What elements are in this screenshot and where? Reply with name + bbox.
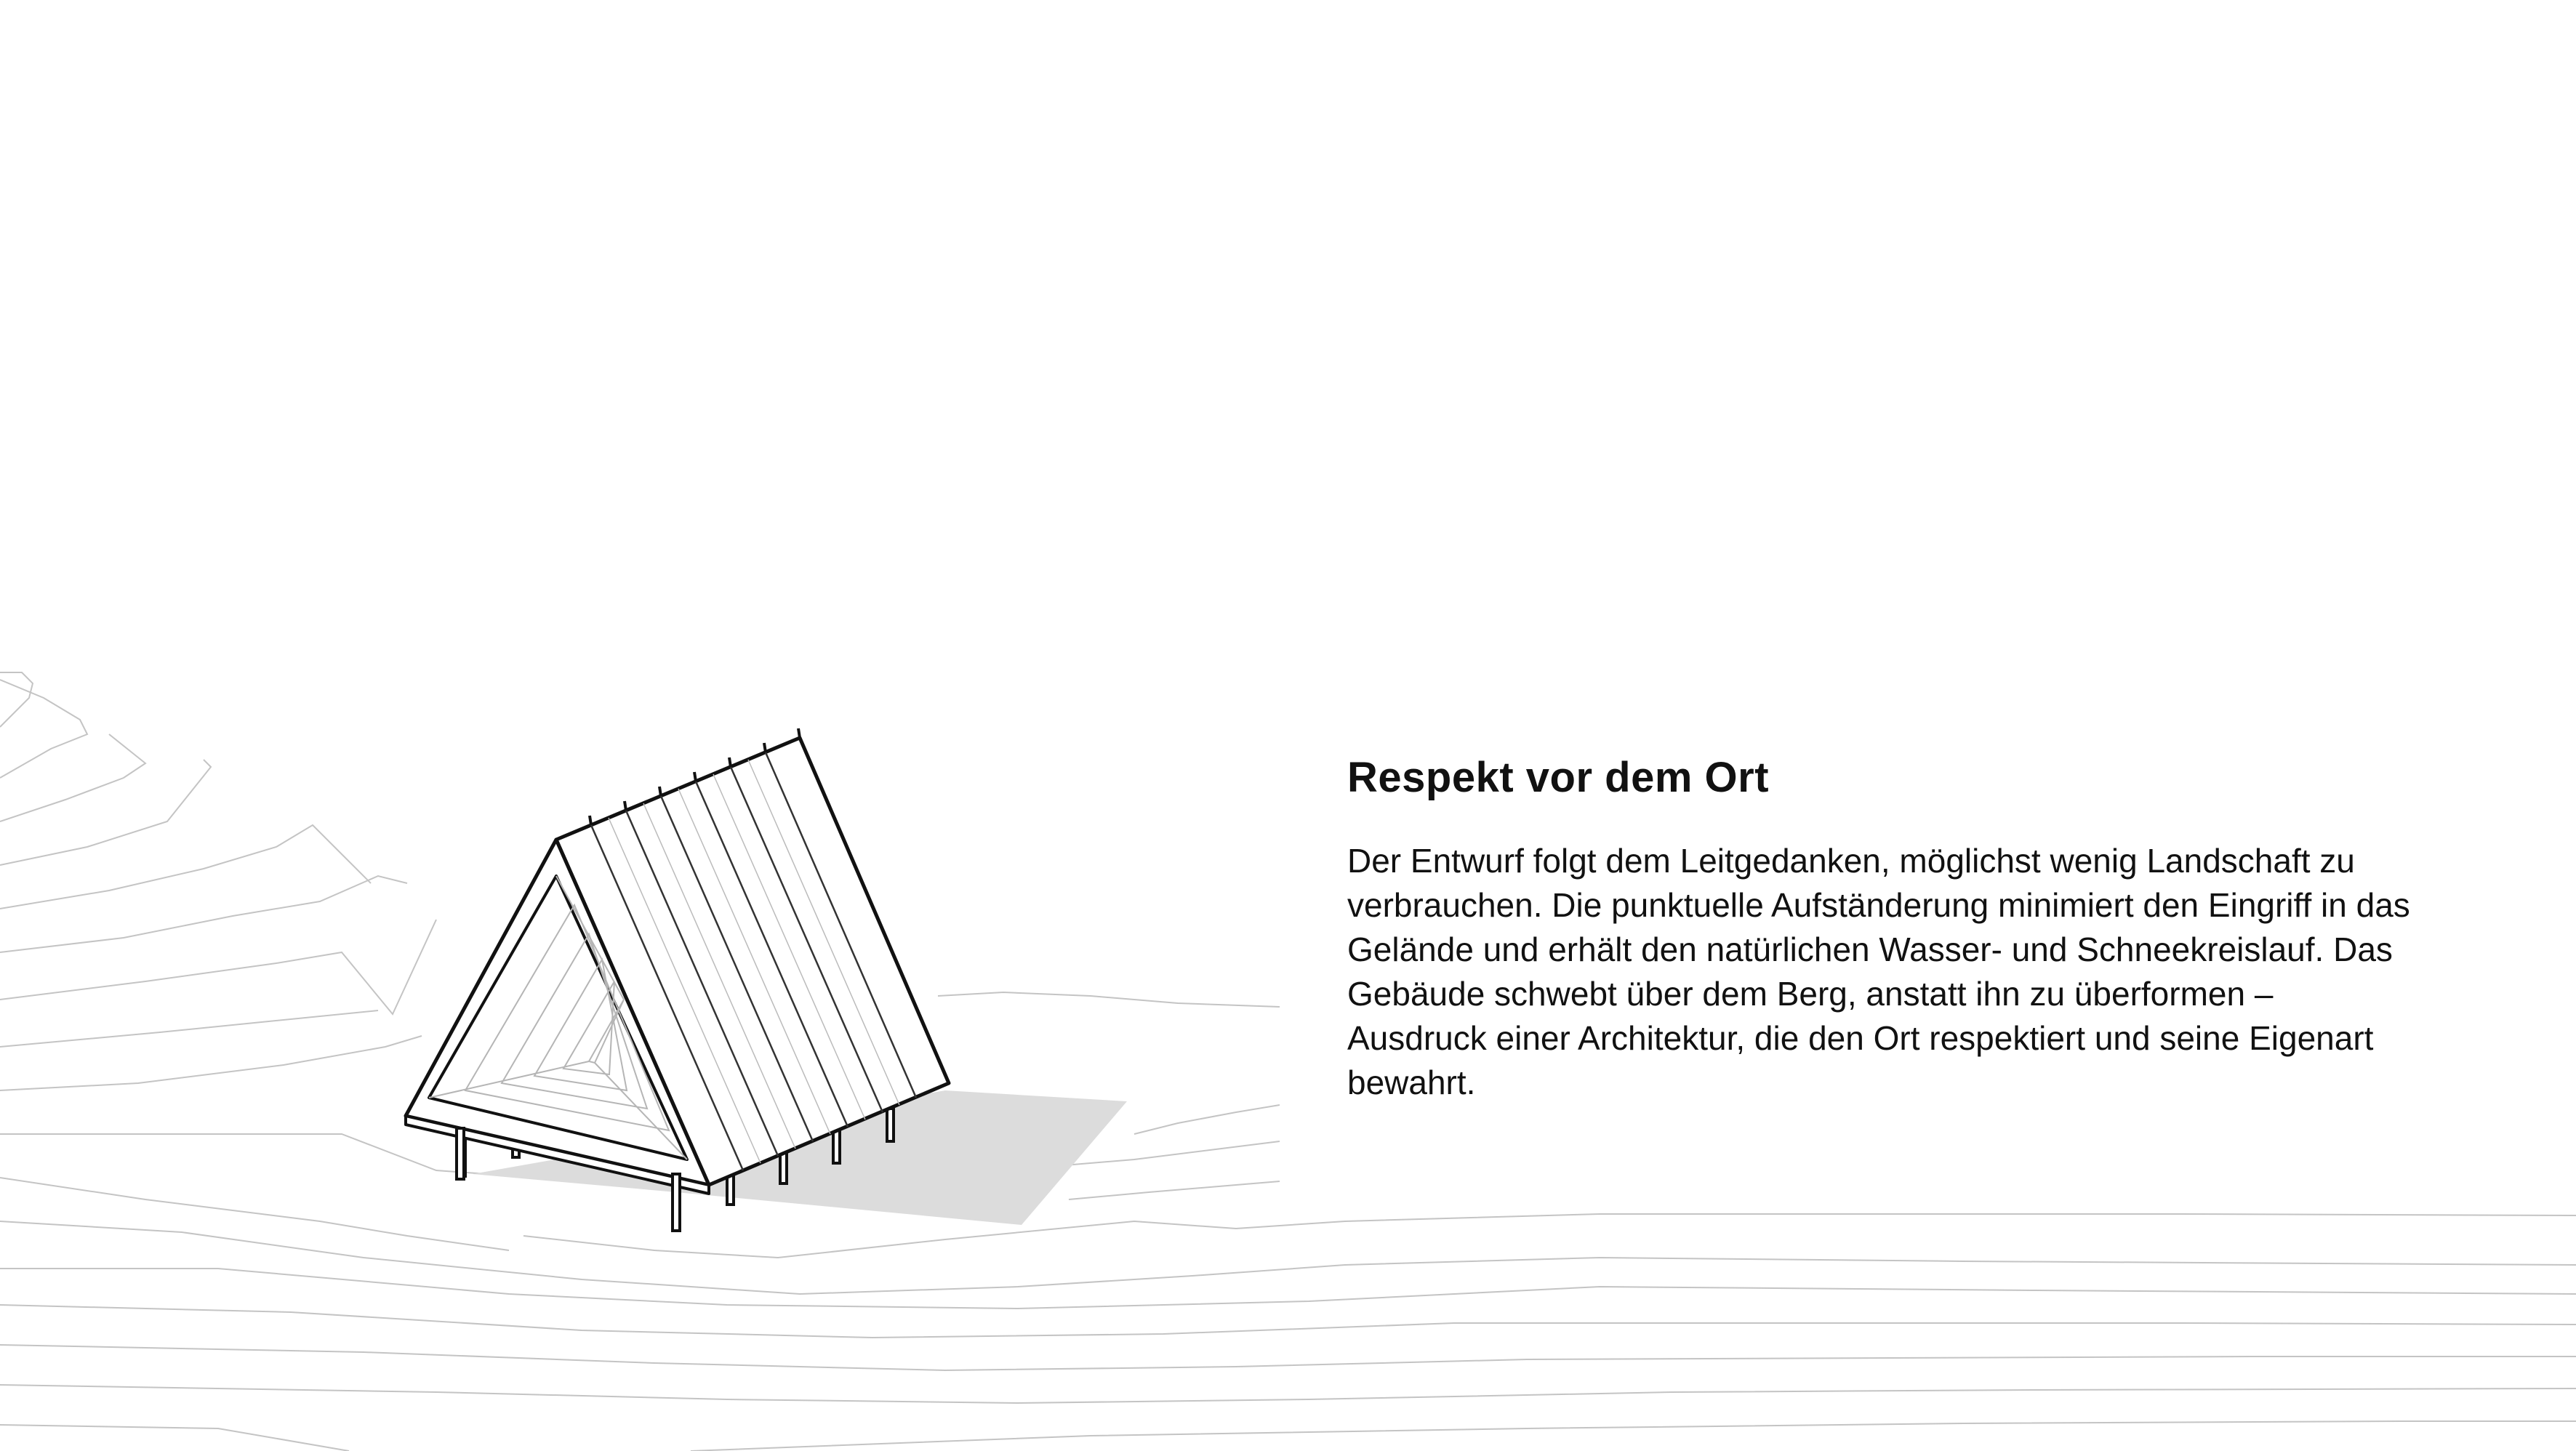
contour-line bbox=[0, 760, 211, 865]
contour-line bbox=[1069, 1181, 1280, 1199]
contour-line bbox=[938, 992, 1280, 1007]
contour-line bbox=[0, 734, 145, 821]
contour-line bbox=[0, 1010, 378, 1047]
contour-line bbox=[691, 1421, 2576, 1451]
description-block bbox=[1347, 749, 2540, 1105]
contour-line bbox=[0, 680, 87, 778]
contour-line bbox=[0, 1425, 349, 1451]
section-title: Respekt vor dem Ort bbox=[1347, 754, 1770, 801]
stilt bbox=[833, 1130, 840, 1163]
contour-line bbox=[0, 876, 407, 952]
contour-line bbox=[1134, 1105, 1280, 1134]
contour-line bbox=[523, 1214, 2576, 1258]
stilt bbox=[457, 1128, 464, 1179]
contour-line bbox=[0, 1305, 2576, 1338]
stilt bbox=[887, 1109, 894, 1141]
contour-line bbox=[0, 1345, 2576, 1370]
contour-line bbox=[0, 825, 371, 909]
stilt bbox=[673, 1174, 680, 1231]
contour-line bbox=[0, 1385, 2576, 1403]
contour-line bbox=[0, 920, 436, 1014]
contour-line bbox=[0, 672, 33, 727]
contour-line bbox=[0, 1178, 509, 1250]
contour-line bbox=[0, 1036, 422, 1090]
section-body: Der Entwurf folgt dem Leitgedanken, möglichst wenig Landschaft zu verbrauchen. Die punktuelle Aufständerung minimiert den Eingriff in das Gelände und erhält den natürlichen Wasser- und Schneekreislauf. Das Gebäude schwebt über dem Berg, anstatt ihn zu überformen – Ausdruck einer Architektur, die den Ort respektiert und seine Eigenart bewahrt. bbox=[1347, 842, 2410, 1101]
contour-line bbox=[0, 1269, 2576, 1309]
